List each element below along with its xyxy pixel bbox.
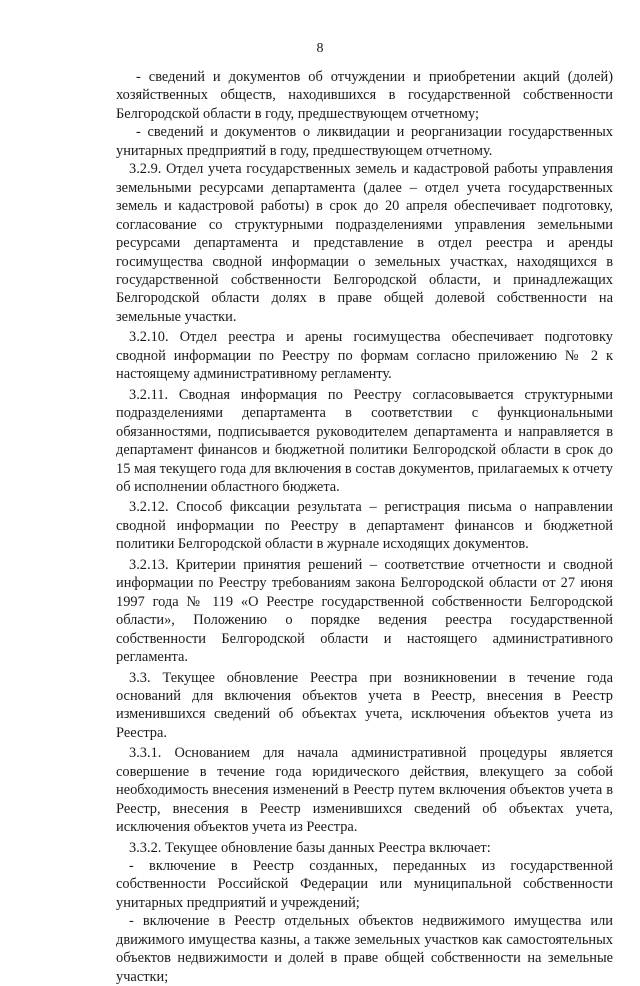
paragraph-3-2-12: 3.2.12. Способ фиксации результата – регистрация письма о направлении сводной информации по Реестру в департамент финансов и бюджетной политики Белгородской области в журнале исходящих документов. — [116, 499, 613, 553]
paragraph-3-3-1: 3.3.1. Основанием для начала административной процедуры является совершение в течение года юридического действия, влекущего за собой необходимость внесения изменений в Реестр путем включения объектов учета в Реестр, внесения в Реестр изменившихся сведений об объектах учета, исключения объектов учета из Реестра. — [116, 745, 613, 836]
paragraph-3-3: 3.3. Текущее обновление Реестра при возникновении в течение года оснований для включения объектов учета в Реестр, внесения в Реестр изменившихся сведений об объектах учета, исключения объектов учета из Реестра. — [116, 669, 613, 741]
paragraph-inclusion-enterprises-bullet: - включение в Реестр созданных, переданных из государственной собственности Российской Федерации или муниципальной собственности унитарных предприятий и учреждений; — [116, 858, 613, 911]
paragraph-3-2-9: 3.2.9. Отдел учета государственных земель и кадастровой работы управления земельными ресурсами департамента (далее – отдел учета государственных земель и кадастровой работы) в срок до 20 апреля обеспечивает подготовку, согласование со структурными подразделениями управления земельными ресурсами департамента и представление в отдел реестра и аренды госимущества сводной информации о земельных участках, находящихся в государственной собственности Белгородской области, и принадлежащих Белгородской области долях в праве общей долевой собственности на земельные участки. — [116, 161, 613, 325]
page-number: 8 — [316, 41, 324, 56]
document-body — [116, 68, 613, 986]
paragraph-inclusion-real-estate-bullet: - включение в Реестр отдельных объектов недвижимого имущества или движимого имущества казны, а также земельных участков как самостоятельных объектов недвижимости и долей в праве общей собственности на земельные участки; — [116, 913, 613, 985]
paragraph-liquidation-bullet: - сведений и документов о ликвидации и реорганизации государственных унитарных предприятий в году, предшествующем отчетному. — [116, 124, 613, 159]
paragraph-3-2-10: 3.2.10. Отдел реестра и арены госимущества обеспечивает подготовку сводной информации по Реестру по формам согласно приложению № 2 к настоящему административному регламенту. — [116, 329, 613, 383]
paragraph-3-3-2: 3.3.2. Текущее обновление базы данных Реестра включает: — [129, 839, 491, 856]
paragraph-3-2-13: 3.2.13. Критерии принятия решений – соответствие отчетности и сводной информации по Реестру требованиям закона Белгородской области от 27 июня 1997 года № 119 «О Реестре государственной собственности Белгородской области», Положению о порядке ведения реестра государственной собственности Белгородской области и настоящего административного регламента. — [116, 556, 613, 666]
paragraph-shares-bullet: - сведений и документов об отчуждении и приобретении акций (долей) хозяйственных обществ, находившихся в государственной собственности Белгородской области в году, предшествующем отчетному; — [116, 69, 613, 122]
paragraph-3-2-11: 3.2.11. Сводная информация по Реестру согласовывается структурными подразделениями департамента в соответствии с функциональными обязанностями, подписывается руководителем департамента и направляется в департамент финансов и бюджетной политики Белгородской области в срок до 15 мая текущего года для включения в состав документов, прилагаемых к отчету об исполнении областного бюджета. — [116, 386, 613, 495]
